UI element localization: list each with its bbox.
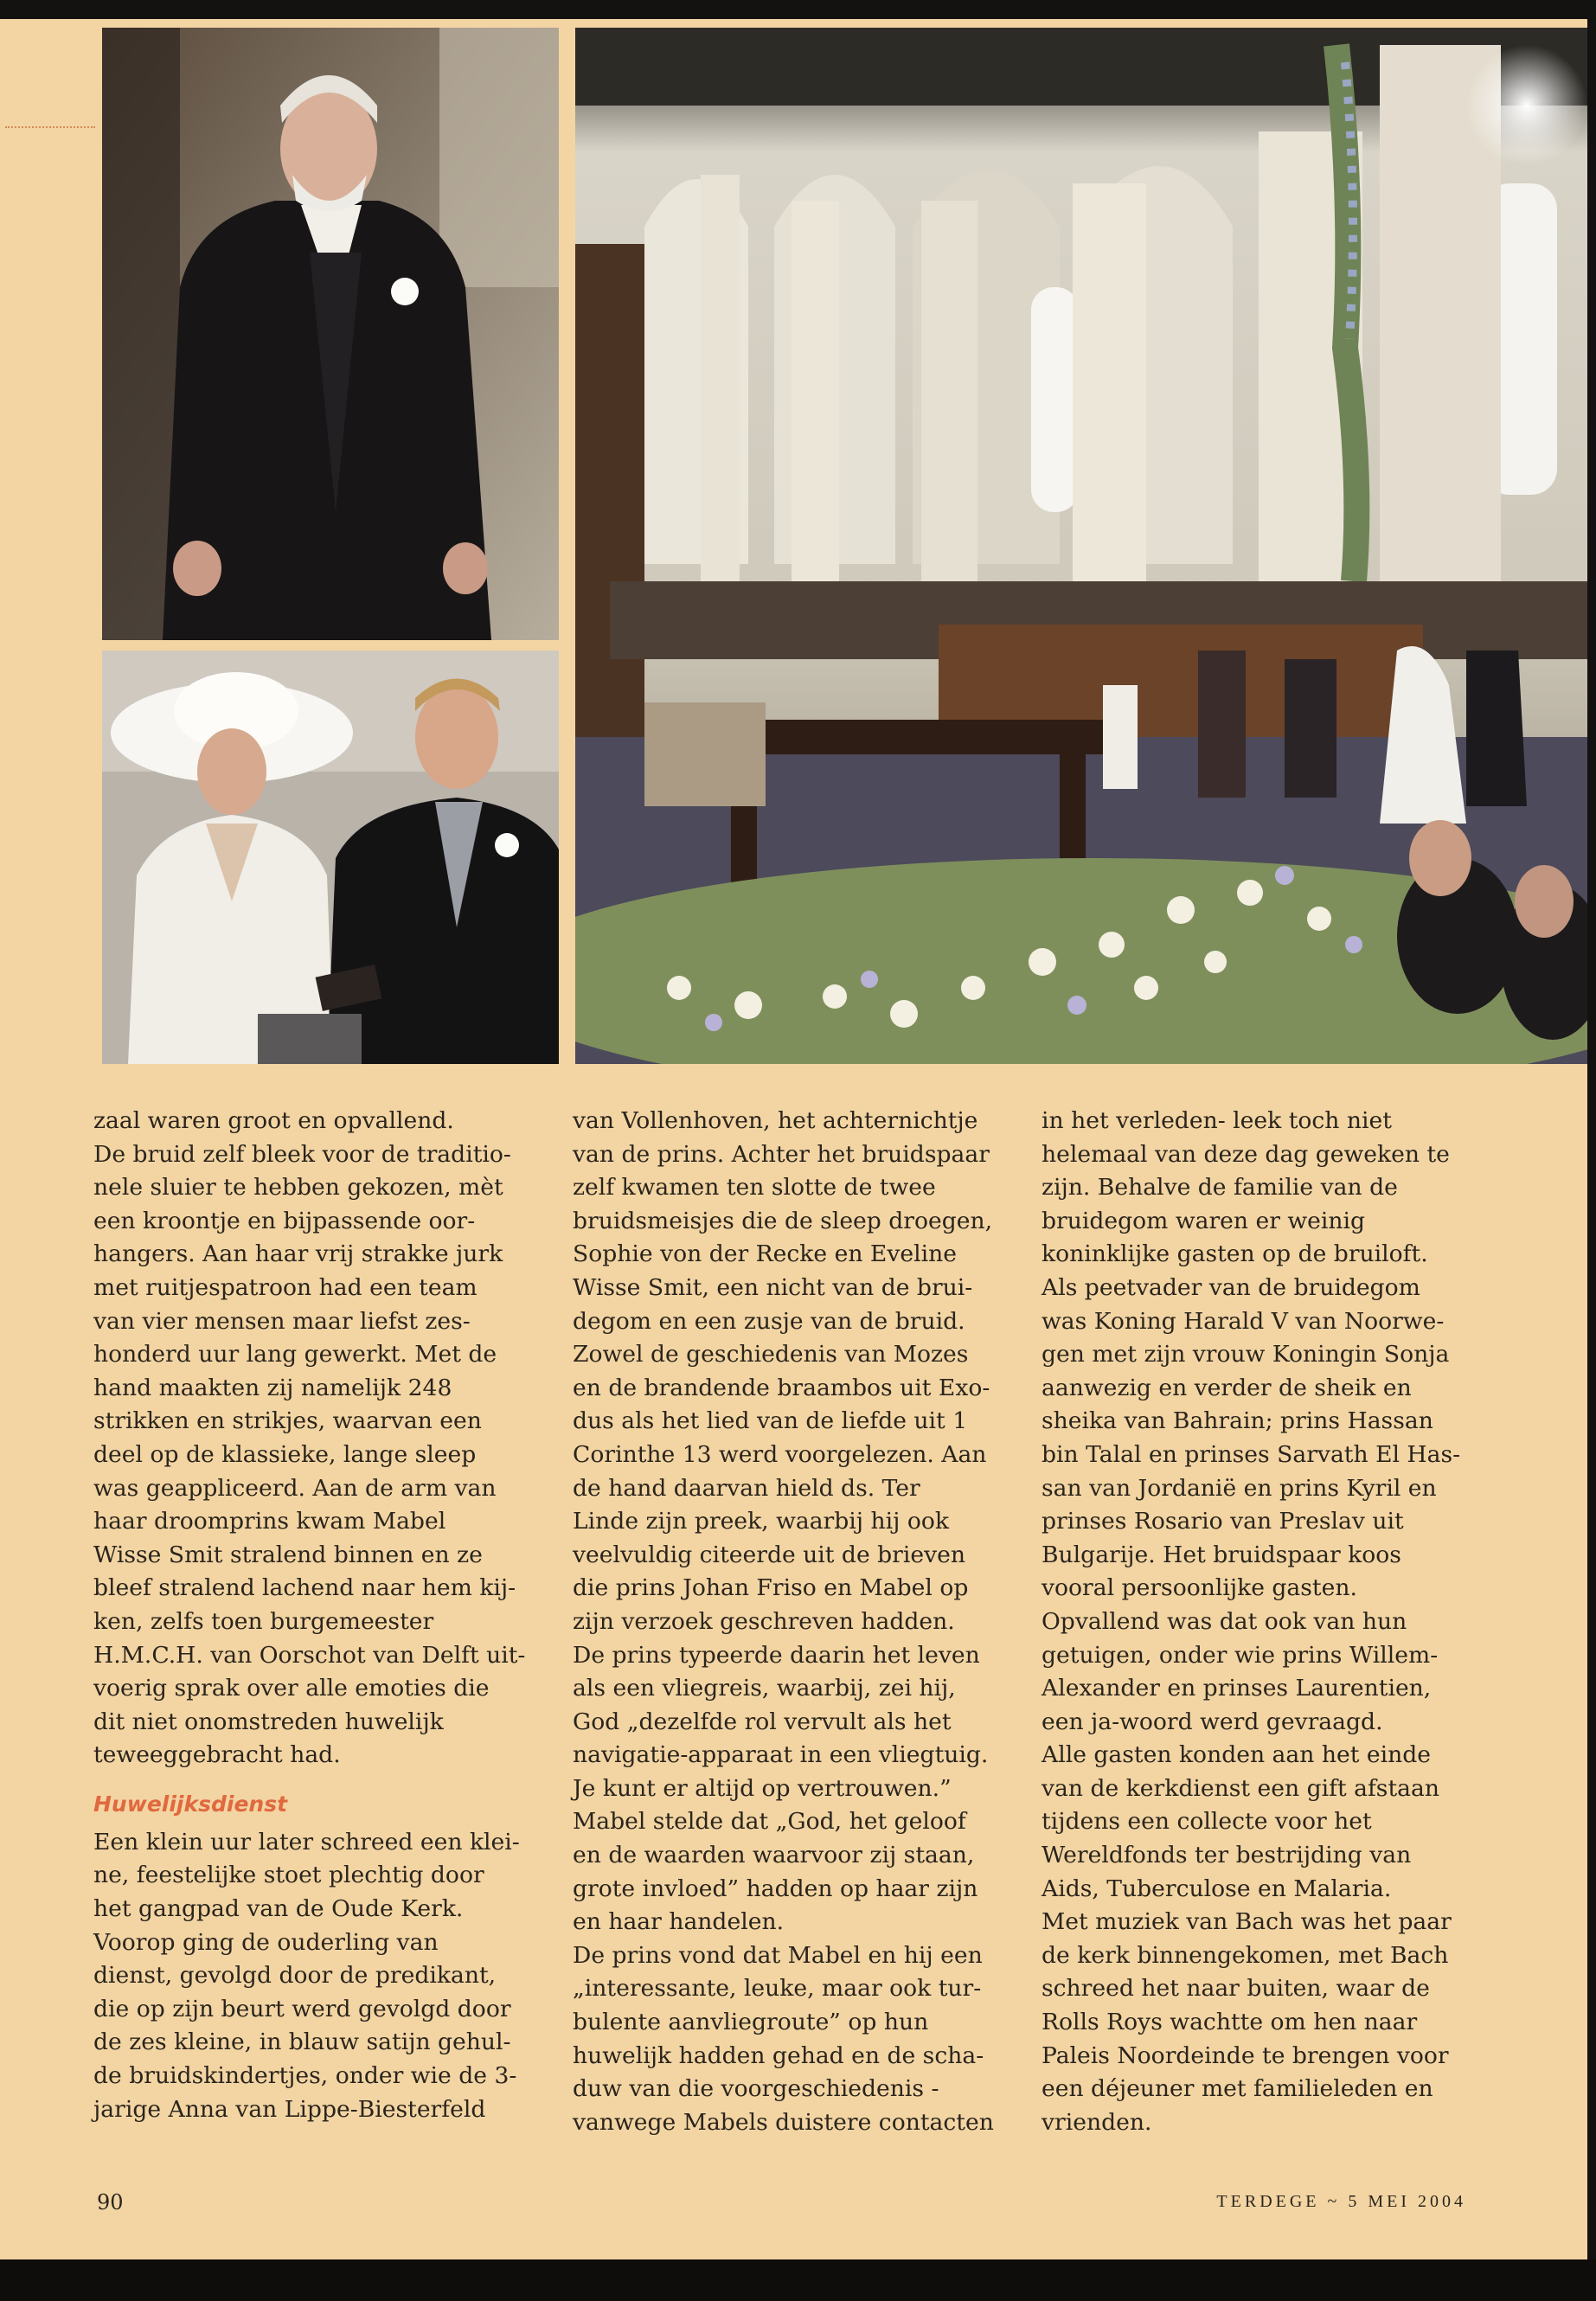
text-line: haar droomprins kwam Mabel [93, 1508, 446, 1535]
col1-paragraph-a [93, 1105, 543, 1772]
text-line: veelvuldig citeerde uit de brieven [573, 1541, 966, 1568]
text-line: Alle gasten konden aan het einde [1042, 1741, 1431, 1769]
text-line: sheika van Bahrain; prins Hassan [1042, 1407, 1433, 1435]
text-line: schreed het naar buiten, waar de [1042, 1975, 1430, 2003]
text-line: en de waarden waarvoor zij staan, [573, 1842, 975, 1869]
photo-church-interior-image [575, 28, 1587, 1064]
text-line: jarige Anna van Lippe-Biesterfeld [93, 2095, 486, 2123]
text-line: een ja-woord werd gevraagd. [1042, 1708, 1383, 1735]
text-line: helemaal van deze dag geweken te [1042, 1140, 1450, 1168]
text-column-3 [1042, 1105, 1491, 2139]
text-line: aanwezig en verder de sheik en [1042, 1374, 1412, 1401]
text-column-1 [93, 1105, 543, 2126]
text-line: Paleis Noordeinde te brengen voor [1042, 2041, 1449, 2069]
text-line: was geappliceerd. Aan de arm van [93, 1474, 497, 1502]
text-line: honderd uur lang gewerkt. Met de [93, 1341, 497, 1368]
text-line: Bulgarije. Het bruidspaar koos [1042, 1541, 1401, 1568]
text-line: vooral persoonlijke gasten. [1042, 1574, 1357, 1602]
text-line: deel op de klassieke, lange sleep [93, 1440, 477, 1468]
text-line: als een vliegreis, waarbij, zei hij, [573, 1675, 956, 1702]
text-line: Wisse Smit stralend binnen en ze [93, 1541, 483, 1568]
margin-dotted-rule [5, 126, 95, 128]
text-line: bruidegom waren er weinig [1042, 1207, 1366, 1234]
text-column-2 [573, 1105, 1022, 2139]
text-line: prinses Rosario van Preslav uit [1042, 1508, 1404, 1535]
text-line: voerig sprak over alle emoties die [93, 1675, 490, 1702]
text-line: navigatie-apparaat in een vliegtuig. [573, 1741, 989, 1769]
text-line: hand maakten zij namelijk 248 [93, 1374, 452, 1401]
text-line: het gangpad van de Oude Kerk. [93, 1895, 464, 1923]
text-line: strikken en strikjes, waarvan een [93, 1407, 482, 1435]
text-line: was Koning Harald V van Noorwe- [1042, 1307, 1445, 1335]
text-line: van vier mensen maar liefst zes- [93, 1307, 471, 1335]
scan-bottom-border [0, 2259, 1596, 2301]
text-line: Wisse Smit, een nicht van de brui- [573, 1273, 973, 1301]
text-line: en haar handelen. [573, 1908, 785, 1936]
photo-church-interior [575, 28, 1587, 1064]
photo-seated-couple [102, 651, 559, 1064]
text-line: Zowel de geschiedenis van Mozes [573, 1341, 969, 1368]
text-line: de zes kleine, in blauw satijn gehul- [93, 2029, 511, 2056]
text-line: zaal waren groot en opvallend. [93, 1107, 454, 1134]
text-line: san van Jordanië en prins Kyril en [1042, 1474, 1437, 1502]
text-line: hangers. Aan haar vrij strakke jurk [93, 1240, 503, 1268]
text-line: zijn verzoek geschreven hadden. [573, 1607, 955, 1635]
text-line: grote invloed” hadden op haar zijn [573, 1875, 978, 1902]
text-line: Rolls Roys wachtte om hen naar [1042, 2009, 1418, 2036]
text-line: de kerk binnengekomen, met Bach [1042, 1941, 1449, 1969]
text-line: van de prins. Achter het bruidspaar [573, 1140, 990, 1168]
text-line: Opvallend was dat ook van hun [1042, 1607, 1407, 1635]
text-line: degom en een zusje van de bruid. [573, 1307, 965, 1335]
text-line: een déjeuner met familieleden en [1042, 2075, 1433, 2103]
text-line: zijn. Behalve de familie van de [1042, 1174, 1398, 1202]
text-line: bleef stralend lachend naar hem kij- [93, 1574, 516, 1602]
text-line: teweeggebracht had. [93, 1741, 341, 1769]
text-line: Alexander en prinses Laurentien, [1042, 1675, 1432, 1702]
text-line: Wereldfonds ter bestrijding van [1042, 1842, 1412, 1869]
text-line: „interessante, leuke, maar ook tur- [573, 1975, 982, 2003]
text-line: H.M.C.H. van Oorschot van Delft uit- [93, 1641, 526, 1669]
photo-elderly-man-image [102, 28, 559, 640]
text-line: bin Talal en prinses Sarvath El Has- [1042, 1440, 1461, 1468]
page-number: 90 [97, 2190, 124, 2214]
text-line: ken, zelfs toen burgemeester [93, 1607, 434, 1635]
text-line: bulente aanvliegroute” op hun [573, 2009, 929, 2036]
text-line: de hand daarvan hield ds. Ter [573, 1474, 920, 1502]
subheading-huwelijksdienst: Huwelijksdienst [93, 1791, 288, 1817]
text-line: vrienden. [1042, 2108, 1152, 2136]
text-line: in het verleden- leek toch niet [1042, 1107, 1392, 1134]
text-line: huwelijk hadden gehad en de scha- [573, 2041, 984, 2069]
text-line: Linde zijn preek, waarbij hij ook [573, 1508, 949, 1535]
text-line: getuigen, onder wie prins Willem- [1042, 1641, 1439, 1669]
text-line: een kroontje en bijpassende oor- [93, 1207, 476, 1234]
text-line: nele sluier te hebben gekozen, mèt [93, 1174, 503, 1202]
text-line: Mabel stelde dat „God, het geloof [573, 1808, 966, 1836]
text-line: tijdens een collecte voor het [1042, 1808, 1372, 1836]
text-line: koninklijke gasten op de bruiloft. [1042, 1240, 1428, 1268]
text-line: Als peetvader van de bruidegom [1042, 1273, 1420, 1301]
text-line: Sophie von der Recke en Eveline [573, 1240, 957, 1268]
text-line: De bruid zelf bleek voor de traditio- [93, 1140, 511, 1168]
text-line: Een klein uur later schreed een klei- [93, 1828, 520, 1856]
text-line: duw van die voorgeschiedenis - [573, 2075, 939, 2103]
text-line: De prins typeerde daarin het leven [573, 1641, 980, 1669]
text-line: die prins Johan Friso en Mabel op [573, 1574, 969, 1602]
text-line: vanwege Mabels duistere contacten [573, 2108, 994, 2136]
text-line: zelf kwamen ten slotte de twee [573, 1174, 936, 1202]
text-line: van Vollenhoven, het achternichtje [573, 1107, 978, 1134]
magazine-page [0, 19, 1587, 2259]
text-line: dit niet onomstreden huwelijk [93, 1708, 444, 1735]
text-line: dienst, gevolgd door de predikant, [93, 1962, 497, 1990]
photo-elderly-man [102, 28, 559, 640]
text-line: bruidsmeisjes die de sleep droegen, [573, 1207, 993, 1234]
text-line: de bruidskindertjes, onder wie de 3- [93, 2062, 517, 2090]
text-line: van de kerkdienst een gift afstaan [1042, 1774, 1439, 1802]
text-line: dus als het lied van de liefde uit 1 [573, 1407, 968, 1435]
text-line: God „dezelfde rol vervult als het [573, 1708, 952, 1735]
text-line: en de brandende braambos uit Exo- [573, 1374, 990, 1401]
running-footer: TERDEGE ~ 5 MEI 2004 [1216, 2192, 1466, 2211]
text-line: die op zijn beurt werd gevolgd door [93, 1995, 511, 2022]
text-line: gen met zijn vrouw Koningin Sonja [1042, 1341, 1450, 1368]
text-line: Met muziek van Bach was het paar [1042, 1908, 1452, 1936]
text-line: Voorop ging de ouderling van [93, 1928, 439, 1956]
text-line: met ruitjespatroon had een team [93, 1273, 478, 1301]
text-line: ne, feestelijke stoet plechtig door [93, 1862, 484, 1889]
photo-seated-couple-image [102, 651, 559, 1064]
col1-paragraph-b [93, 1826, 543, 2126]
text-line: Je kunt er altijd op vertrouwen.” [573, 1774, 952, 1802]
text-line: Corinthe 13 werd voorgelezen. Aan [573, 1440, 987, 1468]
text-line: Aids, Tuberculose en Malaria. [1042, 1875, 1392, 1902]
text-line: De prins vond dat Mabel en hij een [573, 1941, 983, 1969]
